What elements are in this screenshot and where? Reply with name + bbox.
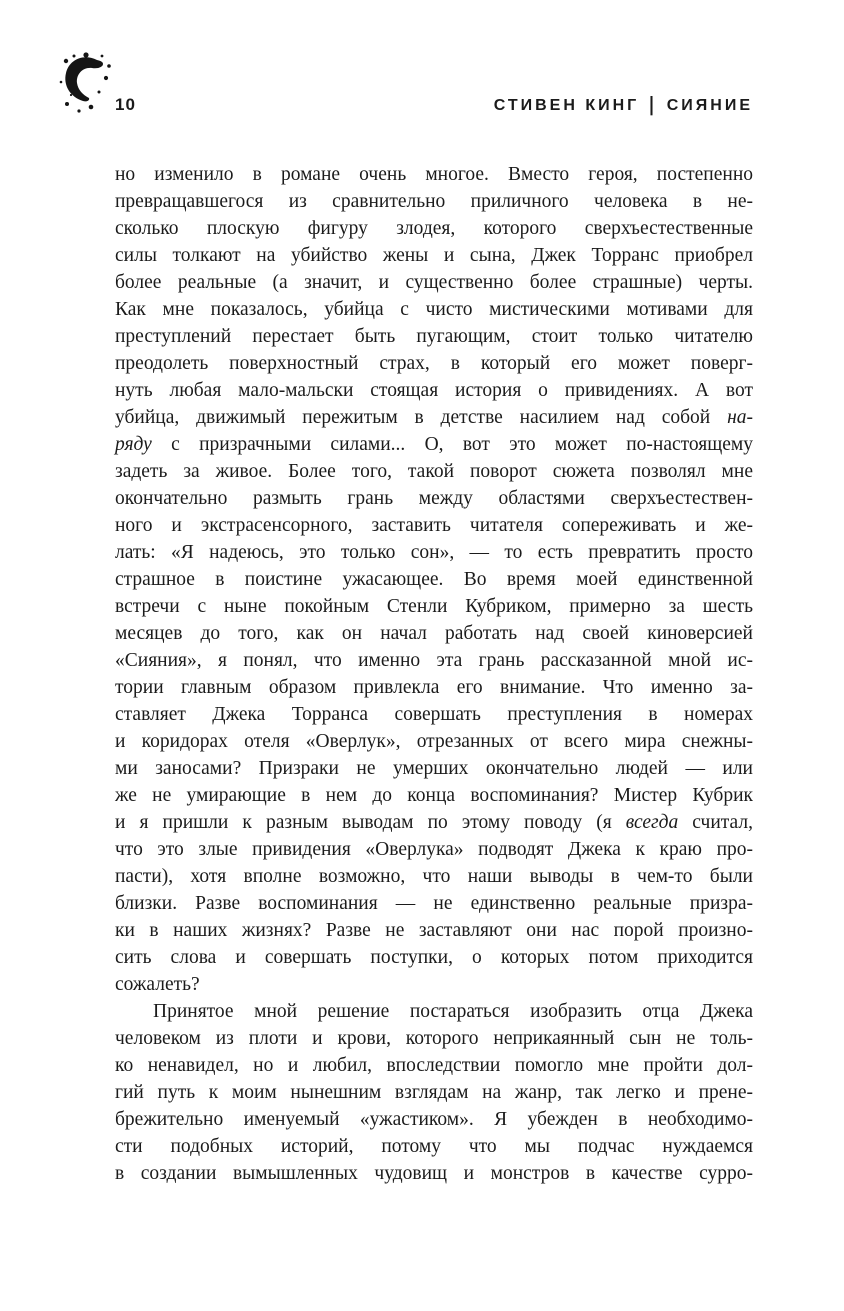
text-run: тории главным образом привлекла его внимание. Что именно за-	[115, 677, 753, 698]
text-line	[115, 1025, 753, 1052]
text-run: «Сияния», я понял, что именно эта грань рассказанной мной ис-	[115, 650, 753, 671]
text-run: пасти), хотя вполне возможно, что наши выводы в чем-то были	[115, 866, 753, 887]
text-line	[115, 188, 753, 215]
italic-text-run: на-	[727, 407, 753, 428]
text-run: и коридорах отеля «Оверлук», отрезанных от всего мира снежны-	[115, 731, 753, 752]
text-line	[115, 836, 753, 863]
text-line	[115, 1160, 753, 1187]
page-header	[0, 0, 844, 115]
text-run: же не умирающие в нем до конца воспоминания? Мистер Кубрик	[115, 785, 753, 806]
text-run: лать: «Я надеюсь, это только сон», — то есть превратить просто	[115, 542, 753, 563]
text-line	[115, 755, 753, 782]
text-run: но изменило в романе очень многое. Вместо героя, постепенно	[115, 164, 753, 185]
text-run: и я пришли к разным выводам по этому поводу (я	[115, 812, 626, 833]
text-line	[115, 512, 753, 539]
text-run: задеть за живое. Более того, такой поворот сюжета позволял мне	[115, 461, 753, 482]
page-body	[115, 161, 753, 1187]
text-run: ного и экстрасенсорного, заставить читателя сопереживать и же-	[115, 515, 753, 536]
text-line	[115, 566, 753, 593]
text-line	[115, 863, 753, 890]
text-line	[115, 404, 753, 431]
text-line	[115, 539, 753, 566]
text-run: нуть любая мало-мальски стоящая история о привидениях. А вот	[115, 380, 753, 401]
text-run: более реальные (а значит, и существенно более страшные) черты.	[115, 272, 753, 293]
running-head	[493, 94, 753, 116]
text-line	[115, 593, 753, 620]
text-line	[115, 1133, 753, 1160]
text-run: считал,	[678, 812, 753, 833]
text-line	[115, 485, 753, 512]
text-run: человеком из плоти и крови, которого неприкаянный сын не толь-	[115, 1028, 753, 1049]
text-run: преодолеть поверхностный страх, в который его может поверг-	[115, 353, 753, 374]
text-line	[115, 1079, 753, 1106]
text-line	[115, 971, 753, 998]
text-run: убийца, движимый пережитым в детстве насилием над собой	[115, 407, 728, 428]
text-run: месяцев до того, как он начал работать над своей киноверсией	[115, 623, 753, 644]
text-line	[115, 458, 753, 485]
text-line	[115, 1106, 753, 1133]
text-run: брежительно именуемый «ужастиком». Я убежден в необходимо-	[115, 1109, 753, 1130]
text-line	[115, 620, 753, 647]
text-run: ми заносами? Призраки не умерших окончательно людей — или	[115, 758, 753, 779]
text-line	[115, 323, 753, 350]
italic-text-run: всегда	[625, 812, 679, 833]
text-run: Принятое мной решение постараться изобразить отца Джека	[153, 1001, 753, 1022]
text-run: ки в наших жизнях? Разве не заставляют они нас порой произно-	[115, 920, 753, 941]
text-run: сить слова и совершать поступки, о которых потом приходится	[115, 947, 753, 968]
text-line	[115, 782, 753, 809]
text-line	[115, 431, 753, 458]
text-run: окончательно размыть грань между областями сверхъестествен-	[115, 488, 753, 509]
text-run: ставляет Джека Торранса совершать преступления в номерах	[115, 704, 753, 725]
text-run: гий путь к моим нынешним взглядам на жанр, так легко и прене-	[115, 1082, 753, 1103]
paragraph	[115, 161, 753, 998]
text-run: в создании вымышленных чудовищ и монстров в качестве сурро-	[115, 1163, 753, 1184]
text-run: сти подобных историй, потому что мы подчас нуждаемся	[115, 1136, 753, 1157]
text-run: с призрачными силами... О, вот это может по-настоящему	[151, 434, 753, 455]
text-line	[115, 701, 753, 728]
text-run: превращавшегося из сравнительно приличного человека в не-	[115, 191, 753, 212]
paragraph	[115, 998, 753, 1187]
text-run: Как мне показалось, убийца с чисто мистическими мотивами для	[115, 299, 753, 320]
text-line	[115, 728, 753, 755]
running-head-author: СТИВЕН КИНГ	[493, 97, 640, 114]
text-line	[115, 917, 753, 944]
text-line	[115, 890, 753, 917]
running-head-separator: |	[649, 94, 657, 116]
ink-splatter-icon	[57, 52, 115, 116]
text-line	[115, 161, 753, 188]
text-line	[115, 944, 753, 971]
text-line	[115, 377, 753, 404]
text-run: страшное в поистине ужасающее. Во время моей единственной	[115, 569, 753, 590]
text-run: силы толкают на убийство жены и сына, Джек Торранс приобрел	[115, 245, 753, 266]
text-line	[115, 350, 753, 377]
text-run: сожалеть?	[115, 974, 200, 995]
text-line	[115, 647, 753, 674]
italic-text-run: ряду	[115, 434, 152, 455]
text-line	[115, 296, 753, 323]
text-run: что это злые привидения «Оверлука» подводят Джека к краю про-	[115, 839, 753, 860]
text-run: встречи с ныне покойным Стенли Кубриком, примерно за шесть	[115, 596, 753, 617]
text-line	[115, 674, 753, 701]
text-line	[115, 998, 753, 1025]
text-line	[115, 269, 753, 296]
text-line	[115, 242, 753, 269]
text-run: ко ненавидел, но и любил, впоследствии помогло мне пройти дол-	[115, 1055, 753, 1076]
text-run: преступлений перестает быть пугающим, стоит только читателю	[115, 326, 753, 347]
page-number: 10	[115, 95, 136, 114]
text-line	[115, 1052, 753, 1079]
text-line	[115, 215, 753, 242]
running-head-title: СИЯНИЕ	[666, 97, 753, 114]
text-run: близки. Разве воспоминания — не единственно реальные призра-	[115, 893, 753, 914]
text-line	[115, 809, 753, 836]
text-run: сколько плоскую фигуру злодея, которого сверхъестественные	[115, 218, 753, 239]
